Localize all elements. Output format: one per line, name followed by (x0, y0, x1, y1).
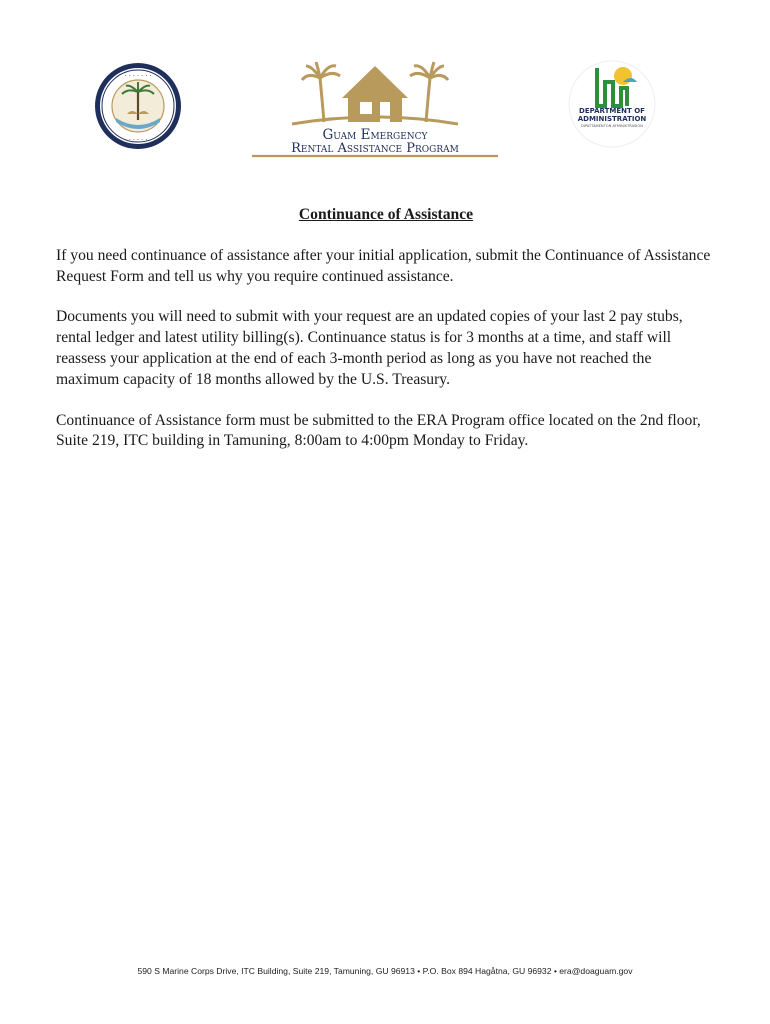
svg-text:· · · · ·: · · · · · (128, 136, 148, 144)
era-house-palm-icon (250, 58, 500, 158)
paragraph-continuance-request: If you need continuance of assistance after your initial application, submit the Continuance of Assistance Request Form and tell us why you require continued assistance. (56, 246, 711, 285)
doa-logo-line3: DIPATTAMENTON ATMINISTRASION (581, 124, 643, 128)
doa-logo-line1: DEPARTMENT OF (579, 107, 645, 115)
governor-seal-logo (94, 62, 182, 150)
paragraph-submission-location: Continuance of Assistance form must be submitted to the ERA Program office located on the 2nd floor, Suite 219, ITC building in Tamuning, 8:00am to 4:00pm Monday to Friday. (56, 411, 701, 450)
era-program-logo (250, 58, 500, 158)
document-title: Continuance of Assistance (298, 206, 474, 223)
page-footer-address: 590 S Marine Corps Drive, ITC Building, Suite 219, Tamuning, GU 96913 • P.O. Box 894 Hagåtna, GU 96932 • era@doaguam.gov (137, 966, 633, 976)
document-body (56, 205, 716, 472)
svg-text:· · · · · · ·: · · · · · · · (124, 72, 152, 80)
page-header (0, 0, 770, 170)
doa-logo-line2: ADMINISTRATION (577, 115, 647, 123)
era-logo-line2: Rental Assistance Program (291, 141, 459, 156)
era-logo-line1: Guam Emergency (322, 127, 428, 143)
paragraph-required-documents: Documents you will need to submit with your request are an updated copies of your last 2 pay stubs, rental ledger and latest utility billing(s). Continuance status is for 3 months at a time, and staff will reassess your application at the end of each 3-month period as long as you have not reached the maximum capacity of 18 months allowed by the U.S. Treasury. (56, 308, 683, 388)
doa-logo (565, 60, 660, 148)
